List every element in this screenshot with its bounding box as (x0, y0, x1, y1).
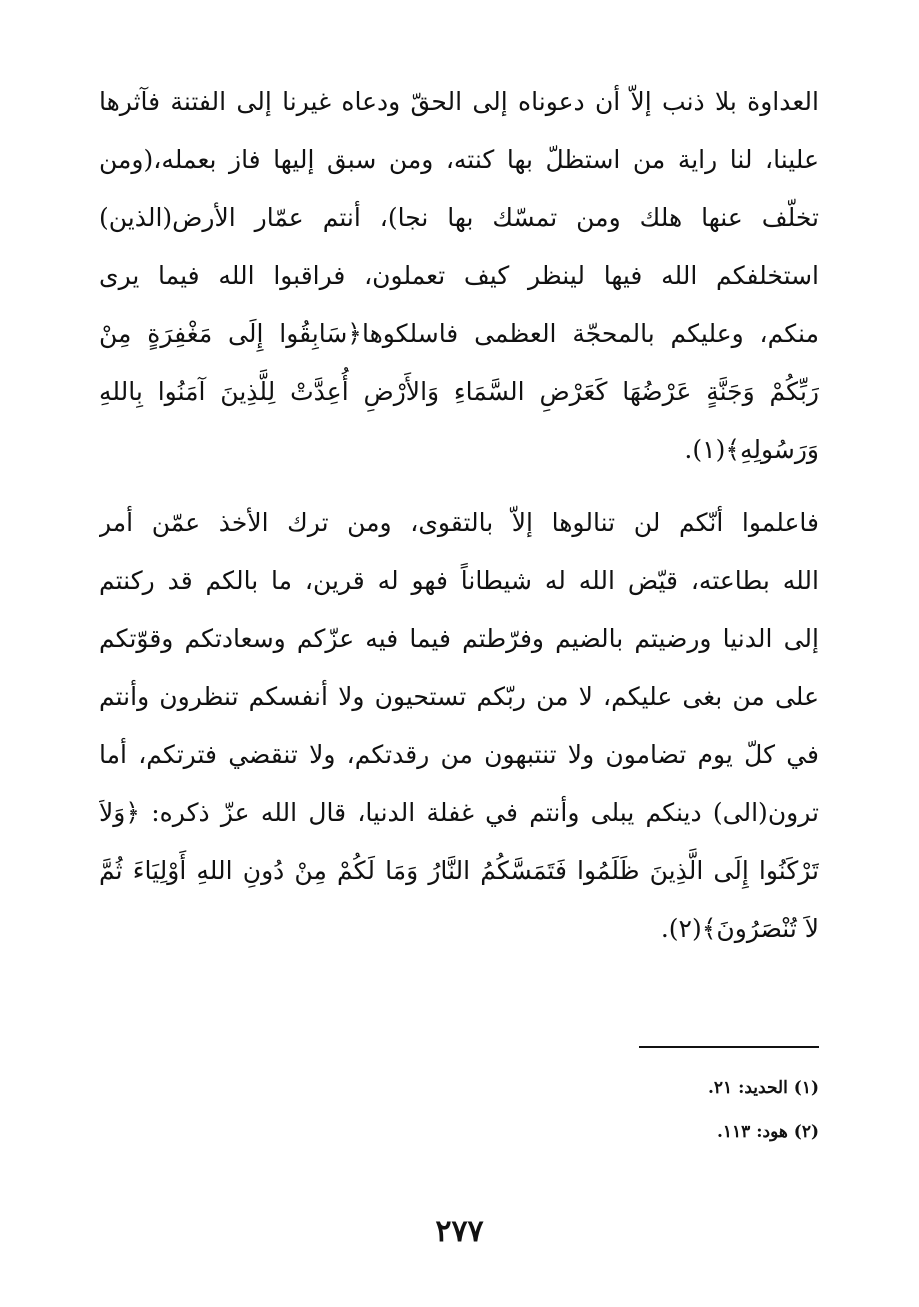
paragraph-2 (99, 494, 819, 958)
text-line: لاَ تُنْصَرُونَ﴾(٢). (660, 914, 819, 943)
text-line: فاعلموا أنّكم لن تنالوها إلاّ بالتقوى، ومن ترك الأخذ عمّن أمر (99, 508, 819, 537)
text-line: تَرْكَنُوا إِلَى الَّذِينَ ظَلَمُوا فَتَمَسَّكُمُ النَّارُ وَمَا لَكُمْ مِنْ دُونِ اللهِ أَوْلِيَاءَ ثُمَّ (99, 856, 819, 885)
text-line: استخلفكم الله فيها لينظر كيف تعملون، فراقبوا الله فيما يرى (99, 261, 819, 290)
text-line: وَرَسُولِهِ﴾(١). (684, 435, 819, 464)
footnotes (419, 1066, 819, 1154)
text-line: رَبِّكُمْ وَجَنَّةٍ عَرْضُهَا كَعَرْضِ السَّمَاءِ وَالأَرْضِ أُعِدَّتْ لِلَّذِينَ آمَنُوا بِاللهِ (99, 377, 819, 406)
footnote-2: (٢) هود: ١١٣. (717, 1122, 819, 1142)
footnote-divider (639, 1046, 819, 1048)
text-line: على من بغى عليكم، لا من ربّكم تستحيون ولا أنفسكم تنظرون وأنتم (99, 682, 819, 711)
text-line: منكم، وعليكم بالمحجّة العظمى فاسلكوها﴿سَابِقُوا إِلَى مَغْفِرَةٍ مِنْ (99, 319, 819, 348)
text-line: ترون(الى) دينكم يبلى وأنتم في غفلة الدنيا، قال الله عزّ ذكره: ﴿وَلاَ (99, 798, 819, 827)
text-line: علينا، لنا راية من استظلّ بها كنته، ومن سبق إليها فاز بعمله،(ومن (99, 145, 819, 174)
footnote-1: (١) الحديد: ٢١. (708, 1078, 819, 1098)
text-line: الله بطاعته، قيّض الله له شيطاناً فهو له قرين، ما بالكم قد ركنتم (99, 566, 819, 595)
paragraph-1 (99, 73, 819, 479)
page-number: ٢٧٧ (435, 1214, 484, 1249)
text-line: العداوة بلا ذنب إلاّ أن دعوناه إلى الحقّ ودعاه غيرنا إلى الفتنة فآثرها (99, 87, 819, 116)
text-line: في كلّ يوم تضامون ولا تنتبهون من رقدتكم، ولا تنقضي فترتكم، أما (99, 740, 819, 769)
text-line: إلى الدنيا ورضيتم بالضيم وفرّطتم فيما فيه عزّكم وسعادتكم وقوّتكم (99, 624, 819, 653)
text-line: تخلّف عنها هلك ومن تمسّك بها نجا)، أنتم عمّار الأرض(الذين) (99, 203, 819, 232)
